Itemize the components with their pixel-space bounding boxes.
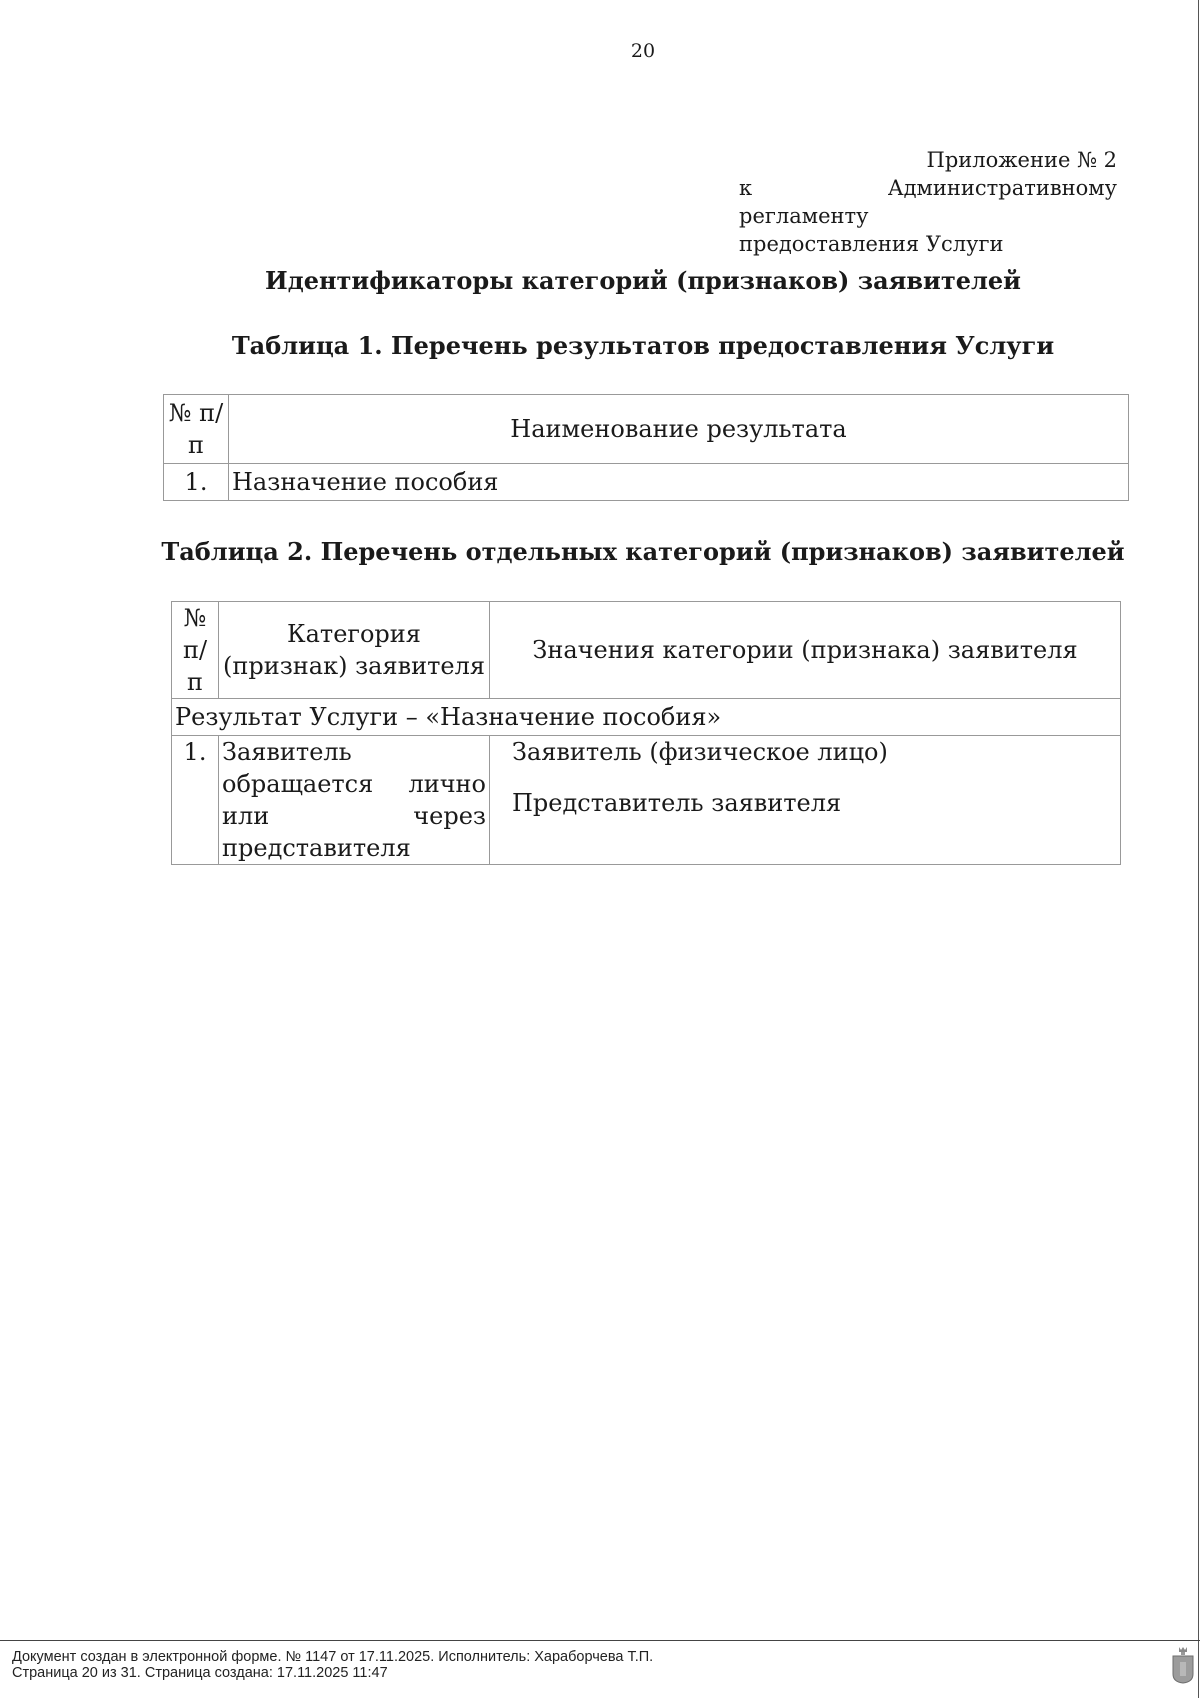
table-row bbox=[172, 736, 1121, 865]
coat-of-arms-icon bbox=[1171, 1646, 1195, 1684]
row-values-cell bbox=[490, 736, 1121, 865]
footer bbox=[12, 1649, 653, 1681]
category-value: Представитель заявителя bbox=[512, 789, 842, 817]
row-num-cell: 1. bbox=[164, 464, 229, 501]
appendix-line-1: Приложение № 2 bbox=[926, 148, 1117, 172]
table2-title: Таблица 2. Перечень отдельных категорий (признаков) заявителей bbox=[161, 537, 1125, 566]
appendix-note bbox=[739, 146, 1117, 258]
table1-title: Таблица 1. Перечень результатов предоставления Услуги bbox=[231, 331, 1055, 360]
table-header-row bbox=[172, 602, 1121, 699]
result-label-cell: Результат Услуги – «Назначение пособия» bbox=[172, 699, 1121, 736]
header-num-cell: № п/п bbox=[164, 395, 229, 464]
result-group-row bbox=[172, 699, 1121, 736]
header-category-cell: Категория (признак) заявителя bbox=[219, 602, 490, 699]
header-values-cell: Значения категории (признака) заявителя bbox=[490, 602, 1121, 699]
categories-table bbox=[171, 601, 1121, 865]
table-header-row bbox=[164, 395, 1129, 464]
table-row bbox=[164, 464, 1129, 501]
footer-line-1: Документ создан в электронной форме. № 1147 от 17.11.2025. Исполнитель: Хараборчева Т.П. bbox=[12, 1649, 654, 1665]
appendix-line-2: к Административному регламенту bbox=[739, 176, 1117, 228]
header-name-cell: Наименование результата bbox=[229, 395, 1129, 464]
page-number: 20 bbox=[630, 40, 656, 62]
row-name-cell: Назначение пособия bbox=[229, 464, 1129, 501]
page-edge-line bbox=[1198, 0, 1199, 1698]
row-num-cell: 1. bbox=[172, 736, 219, 865]
document-title: Идентификаторы категорий (признаков) заявителей bbox=[265, 266, 1021, 295]
footer-divider bbox=[0, 1640, 1200, 1641]
appendix-line-3: предоставления Услуги bbox=[739, 232, 1004, 256]
category-value: Заявитель (физическое лицо) bbox=[512, 738, 888, 766]
header-num-cell: № п/п bbox=[172, 602, 219, 699]
row-category-cell: Заявитель обращается лично или через представителя bbox=[219, 736, 490, 865]
footer-line-2: Страница 20 из 31. Страница создана: 17.11.2025 11:47 bbox=[12, 1665, 388, 1681]
results-table bbox=[163, 394, 1129, 501]
